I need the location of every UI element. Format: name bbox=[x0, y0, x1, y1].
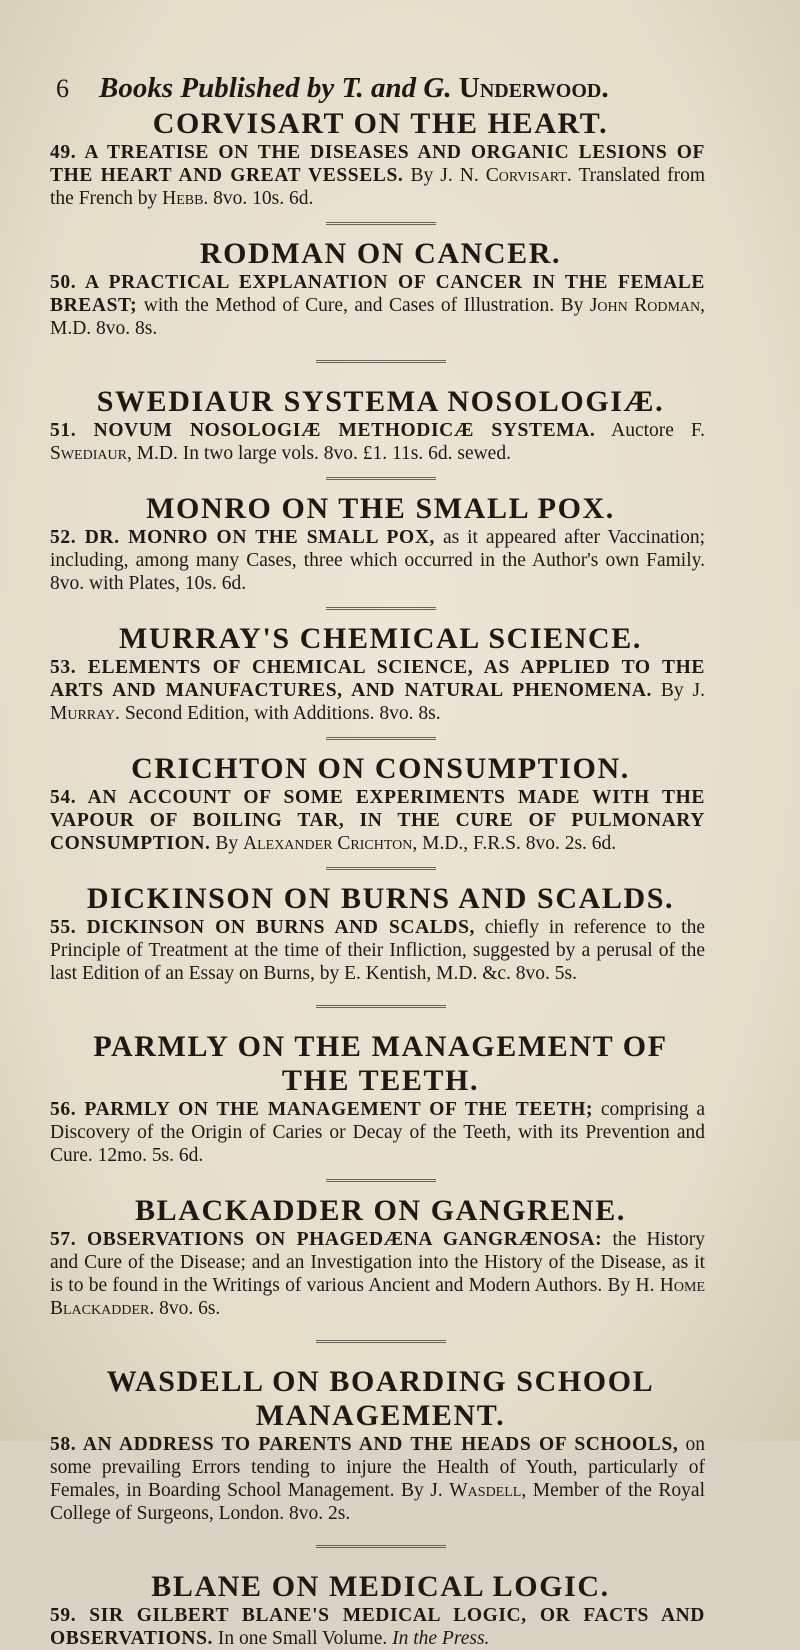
entry-author-2: Hebb. bbox=[162, 188, 209, 209]
entry-tail: Second Edition, with Additions. 8vo. 8s. bbox=[124, 703, 441, 724]
catalogue-entry bbox=[50, 492, 705, 595]
entry-heading: RODMAN ON CANCER. bbox=[199, 237, 562, 270]
entry-description bbox=[50, 786, 705, 855]
entry-description bbox=[50, 419, 705, 465]
entry-description bbox=[50, 656, 705, 725]
entry-rest: on some prevailing Errors tending to injure the Health of Youth, particularly of Females, in Boarding School Management. By J. bbox=[50, 1434, 706, 1501]
page-header bbox=[56, 72, 705, 105]
entry-lead: 49. A TREATISE ON THE DISEASES AND ORGANIC LESIONS OF THE HEART AND GREAT VESSELS. bbox=[50, 142, 705, 186]
entry-author: John Rodman, bbox=[589, 295, 705, 316]
entry-tail: M.D. 8vo. 8s. bbox=[50, 318, 158, 339]
catalogue-entry bbox=[50, 1194, 706, 1320]
entry-tail: M.D. In two large vols. 8vo. £1. 11s. 6d. sewed. bbox=[136, 443, 511, 464]
entry-rest: Translated from the French by bbox=[50, 165, 706, 209]
entry-description bbox=[50, 1098, 705, 1167]
entry-rest: with the Method of Cure, and Cases of Illustration. By bbox=[143, 295, 584, 316]
entry-author: Corvisart. bbox=[485, 165, 572, 186]
entry-heading: PARMLY ON THE MANAGEMENT OF THE TEETH. bbox=[93, 1030, 668, 1097]
catalogue-entry bbox=[50, 107, 706, 210]
entry-description bbox=[50, 526, 705, 595]
entry-rest: In one Small Volume. bbox=[217, 1628, 388, 1649]
entry-note: In the Press. bbox=[392, 1628, 490, 1649]
running-title-text: Books Published by T. and G. bbox=[99, 72, 452, 104]
catalogue-entry bbox=[50, 622, 705, 725]
entry-rest: By bbox=[215, 833, 239, 854]
divider bbox=[326, 737, 436, 740]
entry-author: Wasdell, bbox=[449, 1480, 527, 1501]
divider bbox=[316, 360, 446, 363]
entry-heading: WASDELL ON BOARDING SCHOOL MANAGEMENT. bbox=[106, 1365, 655, 1432]
entry-author: Swediaur, bbox=[50, 443, 132, 464]
catalogue-entry bbox=[50, 752, 705, 855]
entry-lead: 57. OBSERVATIONS ON PHAGEDÆNA GANGRÆNOSA: bbox=[50, 1229, 603, 1250]
entry-lead: 50. A PRACTICAL EXPLANATION OF CANCER IN THE FEMALE BREAST; bbox=[50, 272, 705, 316]
entry-heading: DICKINSON ON BURNS AND SCALDS. bbox=[86, 882, 675, 915]
divider bbox=[316, 1340, 446, 1343]
entry-lead: 51. NOVUM NOSOLOGIÆ METHODICÆ SYSTEMA. bbox=[50, 420, 596, 441]
entry-heading: SWEDIAUR SYSTEMA NOSOLOGIÆ. bbox=[96, 385, 665, 418]
entry-rest: Auctore F. bbox=[611, 420, 705, 441]
catalogue-entry bbox=[50, 385, 705, 465]
entry-author: Home Blackadder. bbox=[50, 1275, 705, 1319]
entry-description bbox=[50, 1228, 705, 1320]
divider bbox=[326, 1179, 436, 1182]
entry-lead: 52. DR. MONRO ON THE SMALL POX, bbox=[50, 527, 435, 548]
entry-heading: MURRAY'S CHEMICAL SCIENCE. bbox=[118, 622, 643, 655]
catalogue-entry bbox=[50, 882, 705, 985]
entry-tail: M.D., F.R.S. 8vo. 2s. 6d. bbox=[422, 833, 617, 854]
entry-heading: CRICHTON ON CONSUMPTION. bbox=[131, 752, 630, 785]
entry-rest: as it appeared after Vaccination; including, among many Cases, three which occurred in the Author's own Family. 8vo. with Plates, 10s. 6d. bbox=[50, 527, 705, 594]
catalogue-entry bbox=[50, 1570, 705, 1650]
entry-lead: 56. PARMLY ON THE MANAGEMENT OF THE TEETH; bbox=[50, 1099, 594, 1120]
entry-rest: comprising a Discovery of the Origin of Caries or Decay of the Teeth, with its Prevention and Cure. 12mo. 5s. 6d. bbox=[50, 1099, 705, 1166]
entry-description bbox=[50, 1433, 705, 1525]
divider bbox=[326, 477, 436, 480]
entry-heading: BLANE ON MEDICAL LOGIC. bbox=[151, 1570, 610, 1603]
entry-lead: 58. AN ADDRESS TO PARENTS AND THE HEADS OF SCHOOLS, bbox=[50, 1434, 679, 1455]
entry-lead: 55. DICKINSON ON BURNS AND SCALDS, bbox=[50, 917, 475, 938]
entry-author: Alexander Crichton, bbox=[243, 833, 418, 854]
entry-description bbox=[50, 916, 705, 985]
entry-lead: 54. AN ACCOUNT OF SOME EXPERIMENTS MADE WITH THE VAPOUR OF BOILING TAR, IN THE CURE OF PULMONARY CONSUMPTION. bbox=[50, 787, 705, 854]
entry-author: Murray. bbox=[50, 703, 120, 724]
entry-heading: CORVISART ON THE HEART. bbox=[152, 107, 609, 140]
divider bbox=[326, 607, 436, 610]
page-number: 6 bbox=[56, 74, 69, 103]
divider bbox=[316, 1005, 446, 1008]
running-title bbox=[99, 72, 609, 105]
entry-heading: MONRO ON THE SMALL POX. bbox=[146, 492, 615, 525]
entry-rest: chiefly in reference to the Principle of Treatment at the time of their Infliction, suggested by a perusal of the last Edition of an Essay on Burns, by E. Kentish, M.D. &c. 8vo. 5s. bbox=[50, 917, 705, 984]
divider bbox=[326, 867, 436, 870]
catalogue-entry bbox=[50, 237, 705, 340]
entry-heading: BLACKADDER ON GANGRENE. bbox=[134, 1194, 626, 1227]
catalogue-entry bbox=[50, 1365, 706, 1525]
divider bbox=[326, 222, 436, 225]
divider bbox=[316, 1545, 446, 1548]
entry-tail: Member of the Royal College of Surgeons, London. 8vo. 2s. bbox=[50, 1480, 705, 1524]
entry-tail: 8vo. 10s. 6d. bbox=[213, 188, 314, 209]
entry-lead: 53. ELEMENTS OF CHEMICAL SCIENCE, AS APPLIED TO THE ARTS AND MANUFACTURES, AND NATURAL PHENOMENA. bbox=[50, 657, 705, 701]
entry-rest: By J. bbox=[660, 680, 705, 701]
entry-tail: 8vo. 6s. bbox=[159, 1298, 221, 1319]
publisher-name: Underwood. bbox=[458, 72, 609, 104]
catalogue-entry bbox=[50, 1030, 705, 1167]
entry-rest: the History and Cure of the Disease; and an Investigation into the History of the Disease, as it is to be found in the Writings of various Ancient and Modern Authors. By H. bbox=[50, 1229, 706, 1296]
entry-description bbox=[50, 271, 705, 340]
entry-description bbox=[50, 141, 705, 210]
entry-description bbox=[50, 1604, 705, 1650]
entry-lead: 59. SIR GILBERT BLANE'S MEDICAL LOGIC, OR FACTS AND OBSERVATIONS. bbox=[50, 1605, 705, 1649]
entry-by: By J. N. bbox=[410, 165, 479, 186]
